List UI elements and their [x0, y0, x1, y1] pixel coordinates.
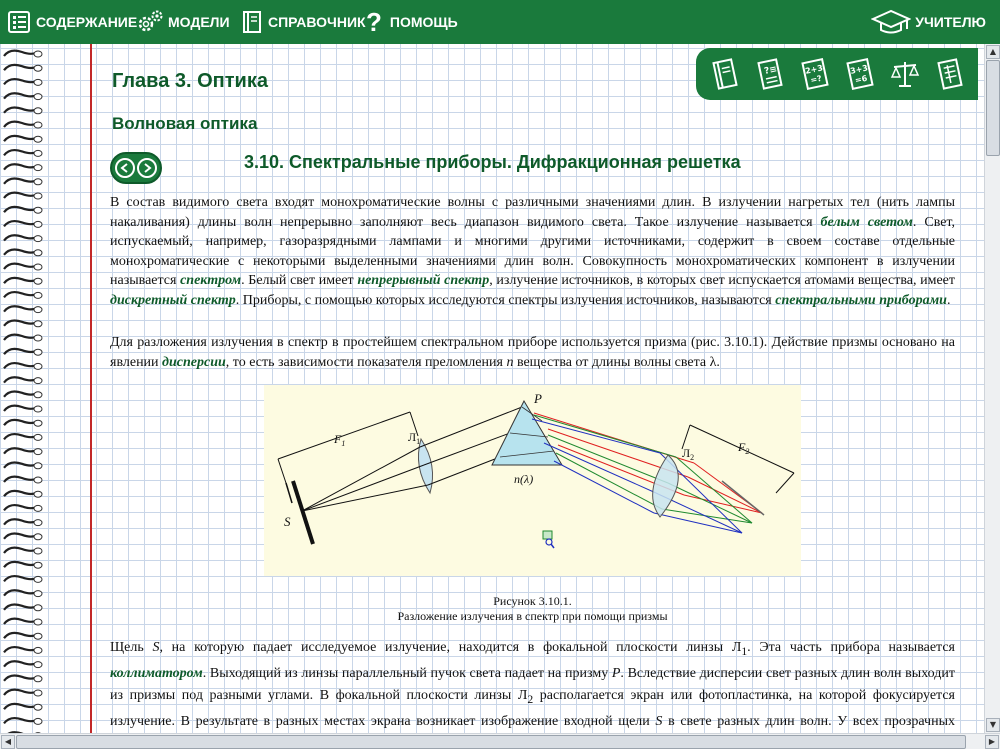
spiral-binding — [0, 44, 48, 734]
subscript: 2 — [527, 692, 534, 706]
binding-ring — [4, 420, 36, 425]
binding-hole — [34, 406, 42, 412]
lens2-sub: 2 — [690, 453, 695, 462]
binding-hole — [34, 676, 42, 682]
binding-ring — [4, 164, 36, 169]
book-icon — [240, 9, 264, 35]
text-run: располагается экран или фотопластинка, на которой фокусируется излучение. В результате в разных местах экрана возникает изображение входной щели — [110, 687, 955, 729]
teacher-button[interactable] — [871, 0, 986, 44]
horizontal-scrollbar[interactable] — [0, 733, 1000, 749]
binding-hole — [34, 491, 42, 497]
binding-ring — [4, 633, 36, 638]
binding-ring — [4, 505, 36, 510]
binding-hole — [34, 165, 42, 171]
scales-icon — [889, 57, 921, 91]
binding-hole — [34, 647, 42, 653]
arrow-left-icon — [120, 163, 130, 173]
gears-icon — [136, 9, 164, 35]
models-label: МОДЕЛИ — [168, 14, 230, 30]
binding-hole — [34, 633, 42, 639]
binding-hole — [34, 434, 42, 440]
binding-hole — [34, 51, 42, 57]
sum-icon — [800, 57, 830, 91]
binding-hole — [34, 221, 42, 227]
binding-ring — [4, 434, 36, 439]
sum-text-1: 2+3 — [803, 63, 824, 76]
binding-hole — [34, 378, 42, 384]
binding-ring — [4, 562, 36, 567]
binding-hole — [34, 278, 42, 284]
handbook-button[interactable] — [240, 0, 366, 44]
binding-ring — [4, 292, 36, 297]
binding-hole — [34, 420, 42, 426]
term-continuous-spectrum[interactable]: непрерывный спектр — [357, 273, 490, 288]
binding-ring — [4, 193, 36, 198]
focal2-sub: 2 — [745, 447, 750, 456]
binding-hole — [34, 477, 42, 483]
models-button[interactable] — [136, 0, 230, 44]
binding-ring — [4, 462, 36, 467]
tools-panel — [696, 48, 978, 100]
binding-ring — [4, 576, 36, 581]
symbol-s: S — [655, 713, 663, 729]
text-run: , на которую падает исследуемое излучение, находится в фокальной плоскости линзы Л — [159, 640, 742, 655]
question-icon: ? — [366, 7, 382, 37]
calc-icon — [845, 57, 875, 91]
text-run: . Эта часть прибора называется — [747, 640, 955, 655]
next-page-button[interactable] — [137, 158, 157, 178]
binding-ring — [4, 690, 36, 695]
vertical-scroll-thumb[interactable] — [986, 60, 1000, 156]
binding-hole — [34, 236, 42, 242]
binding-hole — [34, 307, 42, 313]
binding-hole — [34, 576, 42, 582]
binding-hole — [34, 292, 42, 298]
binding-hole — [34, 94, 42, 100]
term-spectral-devices[interactable]: спектральными приборами — [775, 292, 947, 308]
focal2-name: F — [738, 440, 746, 454]
binding-ring — [4, 207, 36, 212]
scroll-up-button[interactable]: ▲ — [986, 45, 1000, 59]
binding-ring — [4, 406, 36, 411]
paragraph-intro — [110, 193, 955, 310]
text-run: . Приборы, с помощью которых исследуются спектры излучения источников, называются — [235, 292, 776, 308]
binding-hole — [34, 704, 42, 710]
contents-button[interactable] — [6, 0, 137, 44]
binding-ring — [4, 136, 36, 141]
focal1-name: F — [334, 432, 342, 446]
binding-ring — [4, 391, 36, 396]
test-icon — [755, 57, 785, 91]
chapter-title: Глава 3. Оптика — [112, 70, 268, 92]
binding-hole — [34, 619, 42, 625]
binding-ring — [4, 221, 36, 226]
binding-ring — [4, 320, 36, 325]
binding-ring — [4, 79, 36, 84]
binding-ring — [4, 264, 36, 269]
text-run: . Белый свет имеет — [241, 273, 358, 288]
svg-text:?≡: ?≡ — [762, 64, 778, 77]
text-run: Щель — [110, 640, 153, 655]
binding-ring — [4, 278, 36, 283]
prism-figure — [264, 385, 801, 576]
vertical-scrollbar[interactable] — [984, 44, 1000, 733]
binding-ring — [4, 235, 36, 240]
binding-hole — [34, 264, 42, 270]
journal-icon — [935, 57, 965, 91]
binding-hole — [34, 150, 42, 156]
binding-hole — [34, 193, 42, 199]
binding-ring — [4, 448, 36, 453]
sum-tool-button[interactable] — [798, 56, 832, 92]
binding-hole — [34, 591, 42, 597]
label-index: n(λ) — [514, 472, 534, 486]
binding-hole — [34, 321, 42, 327]
text-run: , то есть зависимости показателя преломления — [225, 354, 507, 370]
lens2-name: Л — [682, 446, 691, 460]
text-run: Для разложения излучения в спектр в простейшем спектральном приборе используется призма (рис. 3.10.1). Действие призмы основано на явлении — [110, 335, 955, 370]
term-spectrum[interactable]: спектром — [180, 273, 242, 288]
help-label: ПОМОЩЬ — [389, 14, 458, 30]
calc-text-1: 3+3 — [848, 63, 869, 76]
binding-hole — [34, 662, 42, 668]
text-run: вещества от длины волны света λ. — [513, 354, 720, 370]
binding-ring — [4, 335, 36, 340]
binding-ring — [4, 675, 36, 680]
text-run: . — [946, 292, 951, 308]
horizontal-scroll-thumb[interactable] — [16, 735, 966, 749]
binding-hole — [34, 718, 42, 724]
text-run: . Свет, испускаемый, например, газоразрядными лампами и многими другими источниками, содержит в своем составе отдельные монохроматические с некоторыми выделенными значениями длин волн. Совокупность монохроматических компонент в излучении называется — [110, 214, 955, 288]
binding-hole — [34, 463, 42, 469]
figure-caption-number: Рисунок 3.10.1. — [493, 594, 572, 608]
binding-hole — [34, 520, 42, 526]
binding-ring — [4, 533, 36, 538]
graduation-cap-icon — [871, 9, 911, 35]
binding-ring — [4, 363, 36, 368]
term-collimator[interactable]: коллиматором — [110, 665, 203, 681]
binding-hole — [34, 392, 42, 398]
symbol-s: S — [152, 640, 160, 655]
binding-hole — [34, 65, 42, 71]
binding-ring — [4, 704, 36, 709]
binding-ring — [4, 306, 36, 311]
text-run: В состав видимого света входят монохроматические волны с различными значениями длин. В излучении нагретых тел (нить лампы накаливания) длины волн непрерывно заполняют весь диапазон видимого света. Такое излучение называется — [110, 195, 955, 230]
binding-hole — [34, 690, 42, 696]
scroll-left-button[interactable]: ◀ — [1, 735, 15, 749]
binding-ring — [4, 604, 36, 609]
subscript: 1 — [741, 644, 748, 658]
binding-ring — [4, 249, 36, 254]
top-toolbar — [0, 0, 1000, 44]
book-icon — [710, 57, 740, 91]
lens1-name: Л — [408, 430, 417, 444]
text-run: , излучение источников, в которых свет испускается атомами вещества, имеет — [489, 273, 955, 288]
section-title: Волновая оптика — [112, 114, 258, 133]
journal-tool-button[interactable] — [933, 56, 967, 92]
lens1-sub: 1 — [416, 437, 421, 446]
binding-hole — [34, 108, 42, 114]
contents-label: СОДЕРЖАНИЕ — [36, 14, 138, 30]
text-run: . Вследствие дисперсии свет разных длин волн выходит из призмы под разными углами. В фокальной плоскости линзы Л — [110, 665, 955, 703]
page-navigator — [110, 152, 162, 184]
zoom-icon[interactable] — [542, 530, 556, 550]
calc-tool-button[interactable] — [843, 56, 877, 92]
test-tool-button[interactable] — [753, 56, 787, 92]
calc-text-2: =6 — [853, 73, 868, 86]
binding-ring — [4, 107, 36, 112]
term-white-light[interactable]: белым светом — [820, 214, 913, 230]
binding-hole — [34, 562, 42, 568]
binding-ring — [4, 93, 36, 98]
paragraph-prism — [110, 333, 955, 372]
binding-hole — [34, 179, 42, 185]
binding-hole — [34, 349, 42, 355]
focal1-sub: 1 — [341, 439, 346, 448]
binding-hole — [34, 548, 42, 554]
text-run: . Выходящий из линзы параллельный пучок света падает на призму — [202, 665, 612, 681]
binding-hole — [34, 79, 42, 85]
binding-ring — [4, 548, 36, 553]
binding-ring — [4, 51, 36, 56]
teacher-label: УЧИТЕЛЮ — [915, 14, 986, 30]
binding-ring — [4, 349, 36, 354]
binding-hole — [34, 122, 42, 128]
binding-ring — [4, 661, 36, 666]
symbol-n: n — [506, 354, 514, 370]
scroll-down-button[interactable]: ▼ — [986, 718, 1000, 732]
scroll-right-button[interactable]: ▶ — [985, 735, 999, 749]
figure-caption-text: Разложение излучения в спектр при помощи призмы — [397, 609, 668, 623]
label-prism: P — [534, 391, 542, 406]
text-run: в свете разных длин волн. У всех прозрачных — [668, 713, 955, 729]
binding-ring — [4, 619, 36, 624]
binding-ring — [4, 590, 36, 595]
symbol-p: P — [611, 665, 621, 681]
help-button[interactable] — [366, 0, 458, 44]
binding-hole — [34, 505, 42, 511]
binding-hole — [34, 605, 42, 611]
prev-page-button[interactable] — [115, 158, 135, 178]
binding-ring — [4, 122, 36, 127]
handbook-label: СПРАВОЧНИК — [268, 14, 366, 30]
scales-tool-button[interactable] — [888, 56, 922, 92]
binding-hole — [34, 136, 42, 142]
binding-ring — [4, 519, 36, 524]
binding-hole — [34, 449, 42, 455]
paragraph-title: 3.10. Спектральные приборы. Дифракционная решетка — [244, 152, 741, 172]
sum-text-2: =? — [809, 73, 823, 85]
binding-ring — [4, 150, 36, 155]
binding-ring — [4, 377, 36, 382]
margin-line — [90, 44, 92, 734]
arrow-right-icon — [142, 163, 152, 173]
binding-hole — [34, 250, 42, 256]
term-discrete-spectrum[interactable]: дискретный спектр — [110, 292, 236, 308]
binding-hole — [34, 335, 42, 341]
binding-hole — [34, 534, 42, 540]
binding-ring — [4, 491, 36, 496]
book-tool-button[interactable] — [708, 56, 742, 92]
contents-icon — [6, 9, 32, 35]
binding-hole — [34, 363, 42, 369]
binding-hole — [34, 207, 42, 213]
term-dispersion[interactable]: дисперсии — [162, 354, 226, 370]
binding-ring — [4, 718, 36, 723]
binding-ring — [4, 178, 36, 183]
binding-ring — [4, 65, 36, 70]
label-slit: S — [284, 514, 291, 529]
binding-ring — [4, 647, 36, 652]
binding-ring — [4, 477, 36, 482]
